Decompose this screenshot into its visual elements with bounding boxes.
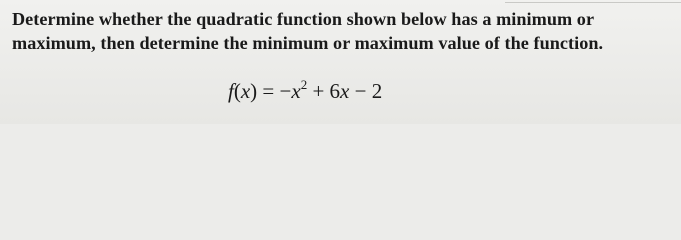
paper-edge-line — [505, 2, 681, 3]
quadratic-formula: $f(x) = -x^2 + 6x - 2$ — [228, 77, 383, 103]
function-name: f — [228, 79, 234, 103]
constant-term: 2 — [371, 79, 383, 103]
exponent: 2 — [300, 77, 308, 92]
minus-sign: − — [354, 79, 367, 103]
leading-sign: − — [279, 79, 292, 103]
plus-sign: + — [312, 79, 325, 103]
equals-sign: = — [262, 79, 275, 103]
function-argument: x — [240, 79, 251, 103]
quadratic-variable: x — [291, 79, 301, 103]
question-text: Determine whether the quadratic function shown below has a minimum or maximum, then determine the minimum or maximum value of the function. — [12, 9, 604, 53]
linear-coefficient: 6 — [329, 79, 341, 103]
linear-variable: x — [340, 79, 350, 103]
